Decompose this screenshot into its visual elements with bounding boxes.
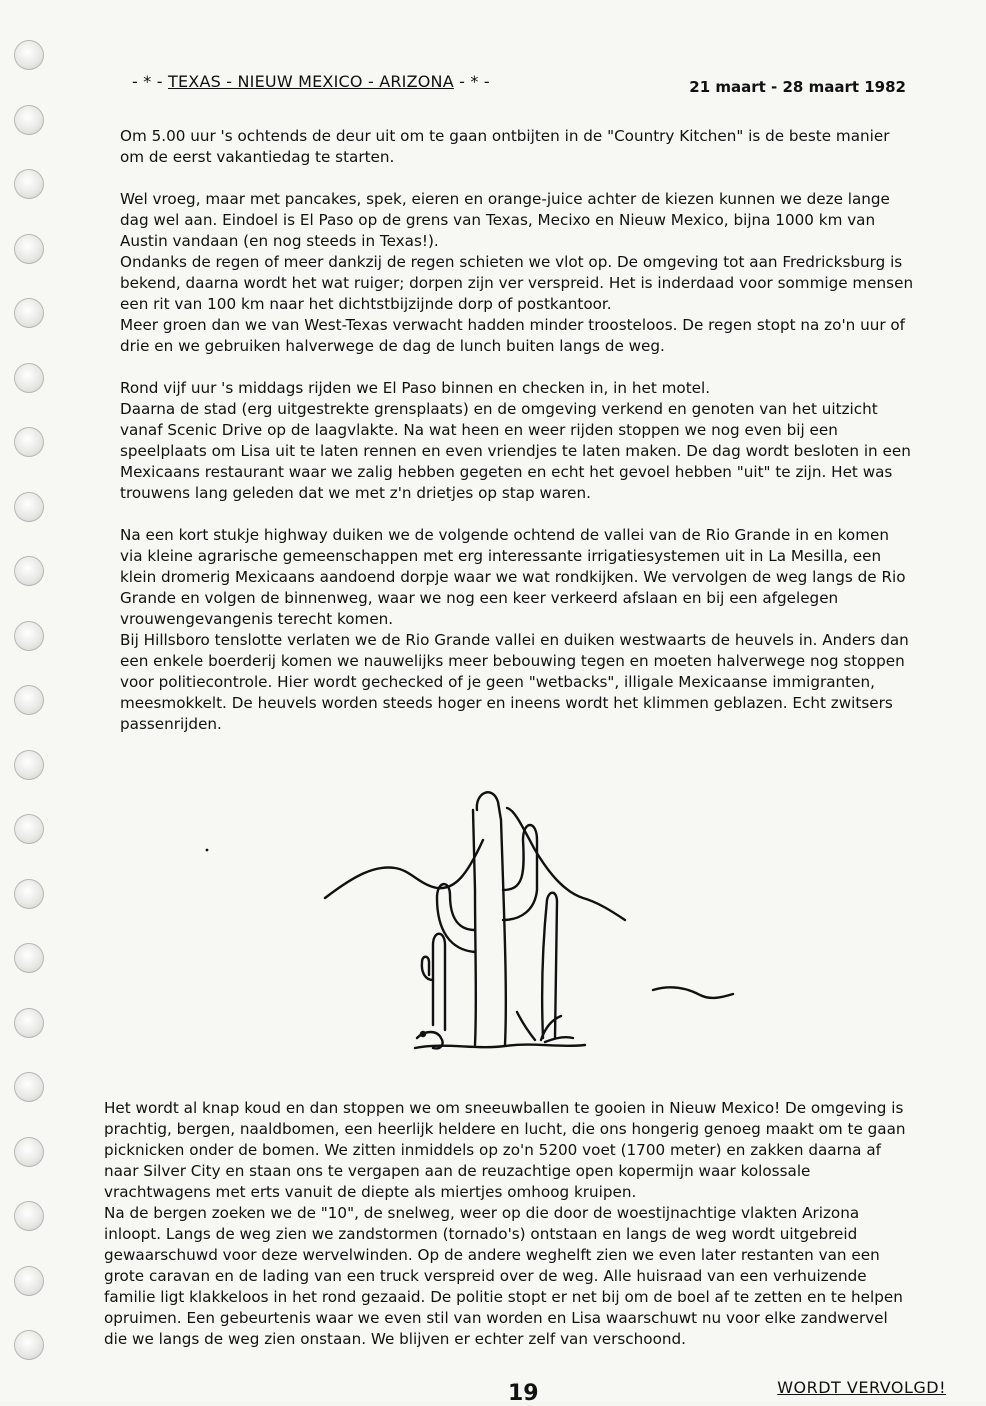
header-title-text: TEXAS - NIEUW MEXICO - ARIZONA [168,72,454,91]
paragraph: Bij Hillsboro tenslotte verlaten we de Rio Grande vallei en duiken westwaarts de heuvels in. Anders dan een enkele boerderij komen we nauwelijks meer bebouwing tegen en moeten halverwege nog stoppen voor politiecontrole. Hier wordt gechecked of je geen "wetbacks", illigale Mexicaanse immigranten, meesmokkelt. De heuvels worden steeds hoger en ineens wordt het klimmen geblazen. Echt zwitsers passenrijden. [120,631,909,733]
paragraph: Wel vroeg, maar met pancakes, spek, eieren en orange-juice achter de kiezen kunnen we deze lange dag wel aan. Eindoel is El Paso op de grens van Texas, Mecixo en Nieuw Mexico, bijna 1000 km van Austin vandaan (en nog steeds in Texas!). [120,190,890,250]
binder-hole [14,943,44,973]
page-header [132,68,906,98]
binder-hole [14,234,44,264]
paragraph: Rond vijf uur 's middags rijden we El Paso binnen en checken in, in het motel. [120,379,711,397]
small-cactus [433,934,445,1030]
small-cactus [542,893,557,1038]
binder-hole [14,363,44,393]
binder-holes [14,40,54,1402]
binder-hole [14,169,44,199]
page-number: 19 [508,1381,539,1406]
binder-hole [14,1201,44,1231]
binder-hole [14,427,44,457]
header-prefix: - * - [132,72,163,91]
binder-hole [14,492,44,522]
mountain-line [653,987,733,998]
paragraph: Na een kort stukje highway duiken we de volgende ochtend de vallei van de Rio Grande in en komen via kleine agrarische gemeenschappen met erg interessante irrigatiesystemen uit in La Mesilla, een klein dromerig Mexicaans aandoend dorpje waar we wat rondkijken. We vervolgen de weg langs de Rio Grande en volgen de binnenweg, waar we nog een keer verkeerd afslaan en bij een afgelegen vrouwengevangenis terecht komen. [120,526,906,628]
header-title [132,72,490,91]
header-suffix: - * - [459,72,490,91]
paragraph: Na de bergen zoeken we de "10", de snelweg, weer op die door de woestijnachtige vlakten Arizona inloopt. Langs de weg zien we zandstormen (tornado's) ontstaan en langs de weg wordt uitgebreid gewaarschuwd voor deze wervelwinden. Op de andere weghelft zien we even later restanten van een grote caravan en de lading van een truck verspreid over de weg. Alle huisraad van een verhuizende familie ligt klakkeloos in het rond gezaaid. De politie stopt er net bij om de boel af te zetten en te helpen opruimen. Een gebeurtenis waar we even stil van worden en Lisa waarschuwt nu voor elke zandwervel die we langs de weg zien onstaan. We blijven er echter zelf van verschoond. [104,1204,903,1348]
binder-hole [14,750,44,780]
binder-hole [14,298,44,328]
paragraph: Om 5.00 uur 's ochtends de deur uit om te gaan ontbijten in de "Country Kitchen" is de beste manier om de eerst vakantiedag te starten. [120,127,890,166]
binder-hole [14,879,44,909]
binder-hole [14,556,44,586]
shrub [517,1012,573,1042]
paragraph: Meer groen dan we van West-Texas verwacht hadden minder troosteloos. De regen stopt na zo'n uur of drie en we gebruiken halverwege de dag de lunch buiten langs de weg. [120,316,906,355]
cactus-arm [437,884,475,952]
binder-hole [14,1072,44,1102]
cactus-trunk [477,792,506,1045]
binder-hole [14,1330,44,1360]
paragraph: Ondanks de regen of meer dankzij de regen schieten we vlot op. De omgeving tot aan Fredricksburg is bekend, daarna wordt het wat ruiger; dorpen zijn ver verspreid. Het is inderdaad voor sommige mensen een rit van 100 km naar het dichtstbijzijnde dorp of postkantoor. [120,253,914,313]
mountain-line [507,808,625,920]
mountain-line [325,840,483,898]
binder-hole [14,1266,44,1296]
binder-hole [14,621,44,651]
cactus-drawing [205,780,745,1080]
binder-hole [14,685,44,715]
binder-hole [14,40,44,70]
binder-hole [14,1008,44,1038]
binder-hole [14,105,44,135]
binder-hole [14,1137,44,1167]
paragraph: Het wordt al knap koud en dan stoppen we om sneeuwballen te gooien in Nieuw Mexico! De omgeving is prachtig, bergen, naaldbomen, een heerlijk heldere en lucht, die ons hongerig genoeg maakt om te gaan picknicken onder de bomen. We zitten inmiddels op zo'n 5200 voet (1700 meter) en zakken daarna af naar Silver City en staan ons te vergapen aan de reuzachtige open kopermijn waar kolossale vrachtwagens met erts vanuit de diepte als miertjes omhoog kruipen. [104,1099,906,1201]
cactus-trunk [473,810,476,1045]
paragraph: Daarna de stad (erg uitgestrekte grensplaats) en de omgeving verkend en genoten van het uitzicht vanaf Scenic Drive op de laagvlakte. Na wat heen en weer rijden stoppen we nog even bij een speelplaats om Lisa uit te laten rennen en even vriendjes te laten maken. De dag wordt besloten in een Mexicaans restaurant waar we zalig hebben gegeten en echt het gevoel hebben "uit" te zijn. Het was trouwens lang geleden dat we met z'n drietjes op stap waren. [120,400,911,502]
continued-note: WORDT VERVOLGD! [777,1378,946,1397]
header-date: 21 maart - 28 maart 1982 [689,78,906,96]
binder-hole [14,814,44,844]
cactus-arm [503,825,537,920]
text-block-bottom [104,1098,914,1350]
small-cactus [422,957,433,980]
text-block-top [120,126,915,735]
